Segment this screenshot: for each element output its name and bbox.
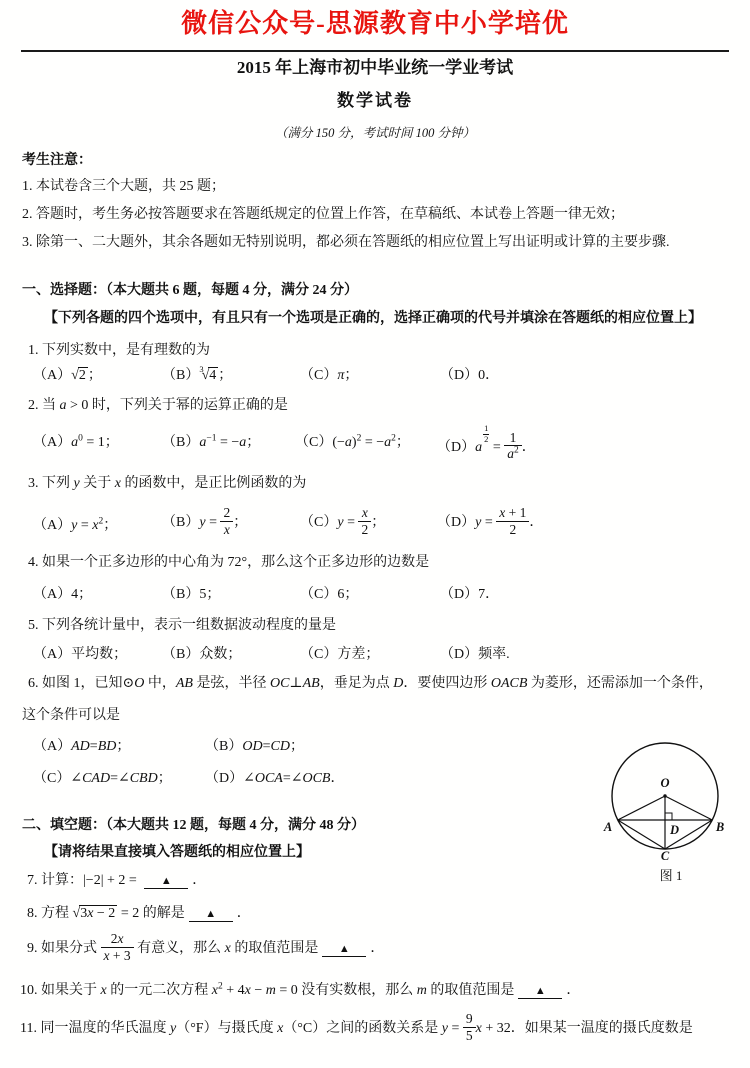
option-c: $(C)(-a)^2 = -a^2$； (295, 433, 410, 450)
option-d: （D）a $\frac{1}{2}$ = $\frac{1}{a^2}$ ． (437, 423, 536, 462)
option-c: （C）方差； (300, 647, 380, 662)
question-stem: 10. 如果关于 x 的一元二次方程 $x^2 + 4x - m = 0$ 没有实数根，那么 m 的取值范围是 ▲ ． (20, 981, 581, 998)
question-stem: 1. 下列实数中，是有理数的为 (28, 343, 210, 358)
subject-title: 数学试卷 (337, 91, 413, 110)
section-choice-heading: 一、选择题：（本大题共 6 题，每题 4 分，满分 24 分） (22, 283, 358, 298)
option-d: （D）频率. (440, 647, 510, 662)
point-label-a: A (603, 820, 613, 834)
option-a: （A）4； (33, 587, 93, 602)
banner-title: 微信公众号-思源教育中小学培优 (181, 9, 569, 38)
question-stem: 5. 下列各统计量中，表示一组数据波动程度的量是 (28, 618, 336, 633)
option-c: （C）∠CAD=∠CBD； (33, 771, 172, 786)
option-a: （A）√2 ； (33, 368, 102, 383)
option-a: （A）AD=BD； (33, 739, 131, 754)
question-stem: 7. 计算：|−2| + 2 = ▲ ． (27, 873, 207, 888)
point-label-c: C (660, 849, 670, 863)
score-note: （满分 150 分，考试时间 100 分钟） (274, 126, 475, 140)
question-stem: 这个条件可以是 (22, 708, 120, 723)
question-stem: 4. 如果一个正多边形的中心角为 72°，那么这个正多边形的边数是 (28, 555, 430, 570)
exam-title: 2015 年上海市初中毕业统一学业考试 (236, 58, 514, 77)
point-label-d: D (670, 823, 680, 837)
option-c: （C）y = $\frac{x}{2}$ ； (300, 505, 386, 537)
option-a: $(A)y = x^2$； (33, 516, 118, 533)
point-label-o: O (660, 776, 670, 790)
section-fill-note: 【请将结果直接填入答题纸的相应位置上】 (44, 845, 310, 860)
question-stem: 8. 方程 √3x − 2 = 2 的解是 ▲ ． (27, 906, 251, 921)
section-choice-note: 【下列各题的四个选项中，有且只有一个选项是正确的，选择正确项的代号并填涂在答题纸的相应位置上】 (44, 311, 702, 326)
option-c: （C）6； (300, 587, 359, 602)
notice-heading: 考生注意： (22, 153, 92, 168)
section-fill-heading: 二、填空题：（本大题共 12 题，每题 4 分，满分 48 分） (22, 818, 365, 833)
line-oa (618, 796, 665, 820)
question-stem: 9. 如果分式 $\frac{2x}{x + 3}$ 有意义，那么 x 的取值范围是 ▲ ． (27, 931, 385, 963)
figure1-caption: 图 1 (659, 868, 683, 883)
option-a: （A）平均数； (33, 647, 128, 662)
question-stem: 3. 下列 y 关于 x 的函数中，是正比例函数的为 (28, 476, 307, 491)
option-b: $(B)^3√4$ ； (162, 364, 233, 383)
notice-item: 2. 答题时，考生务必按答题要求在答题纸规定的位置上作答，在草稿纸、本试卷上答题一律无效； (22, 207, 624, 222)
question-stem: 6. 如图 1，已知⊙O 中，AB 是弦，半径 OC⊥AB，垂足为点 D．要使四边形 OACB 为菱形，还需添加一个条件， (28, 676, 713, 691)
option-d: （D）y = $\frac{x + 1}{2}$ ． (437, 505, 544, 537)
line-ac (618, 820, 665, 849)
option-b: （B）y = $\frac{2}{x}$ ； (162, 505, 248, 537)
option-b: （B）5； (162, 587, 221, 602)
notice-item: 1. 本试卷含三个大题，共 25 题； (22, 179, 225, 194)
option-b: （B）OD=CD； (205, 739, 304, 754)
right-angle-mark (665, 813, 672, 820)
question-stem: 11. 同一温度的华氏温度 y（°F）与摄氏度 x（°C）之间的函数关系是 y = $\frac{9}{5}$ x + 32．如果某一温度的摄氏度数是 (20, 1011, 693, 1043)
point-label-b: B (715, 820, 725, 834)
question-stem: 2. 当 a > 0 时，下列关于幂的运算正确的是 (28, 398, 288, 413)
figure1-circle-diagram (596, 727, 746, 867)
option-d: （D）0． (440, 368, 500, 383)
option-b: $(B)a^{-1} = -a$； (162, 433, 261, 450)
header-divider (21, 50, 729, 52)
notice-item: 3. 除第一、二大题外，其余各题如无特别说明，都必须在答题纸的相应位置上写出证明或计算的主要步骤. (22, 235, 670, 250)
option-b: （B）众数； (162, 647, 242, 662)
option-d: （D）7． (440, 587, 500, 602)
option-d: （D）∠OCA=∠OCB． (205, 771, 345, 786)
option-a: $(A)a^0 = 1$； (33, 433, 119, 450)
option-c: （C）π； (300, 368, 359, 383)
